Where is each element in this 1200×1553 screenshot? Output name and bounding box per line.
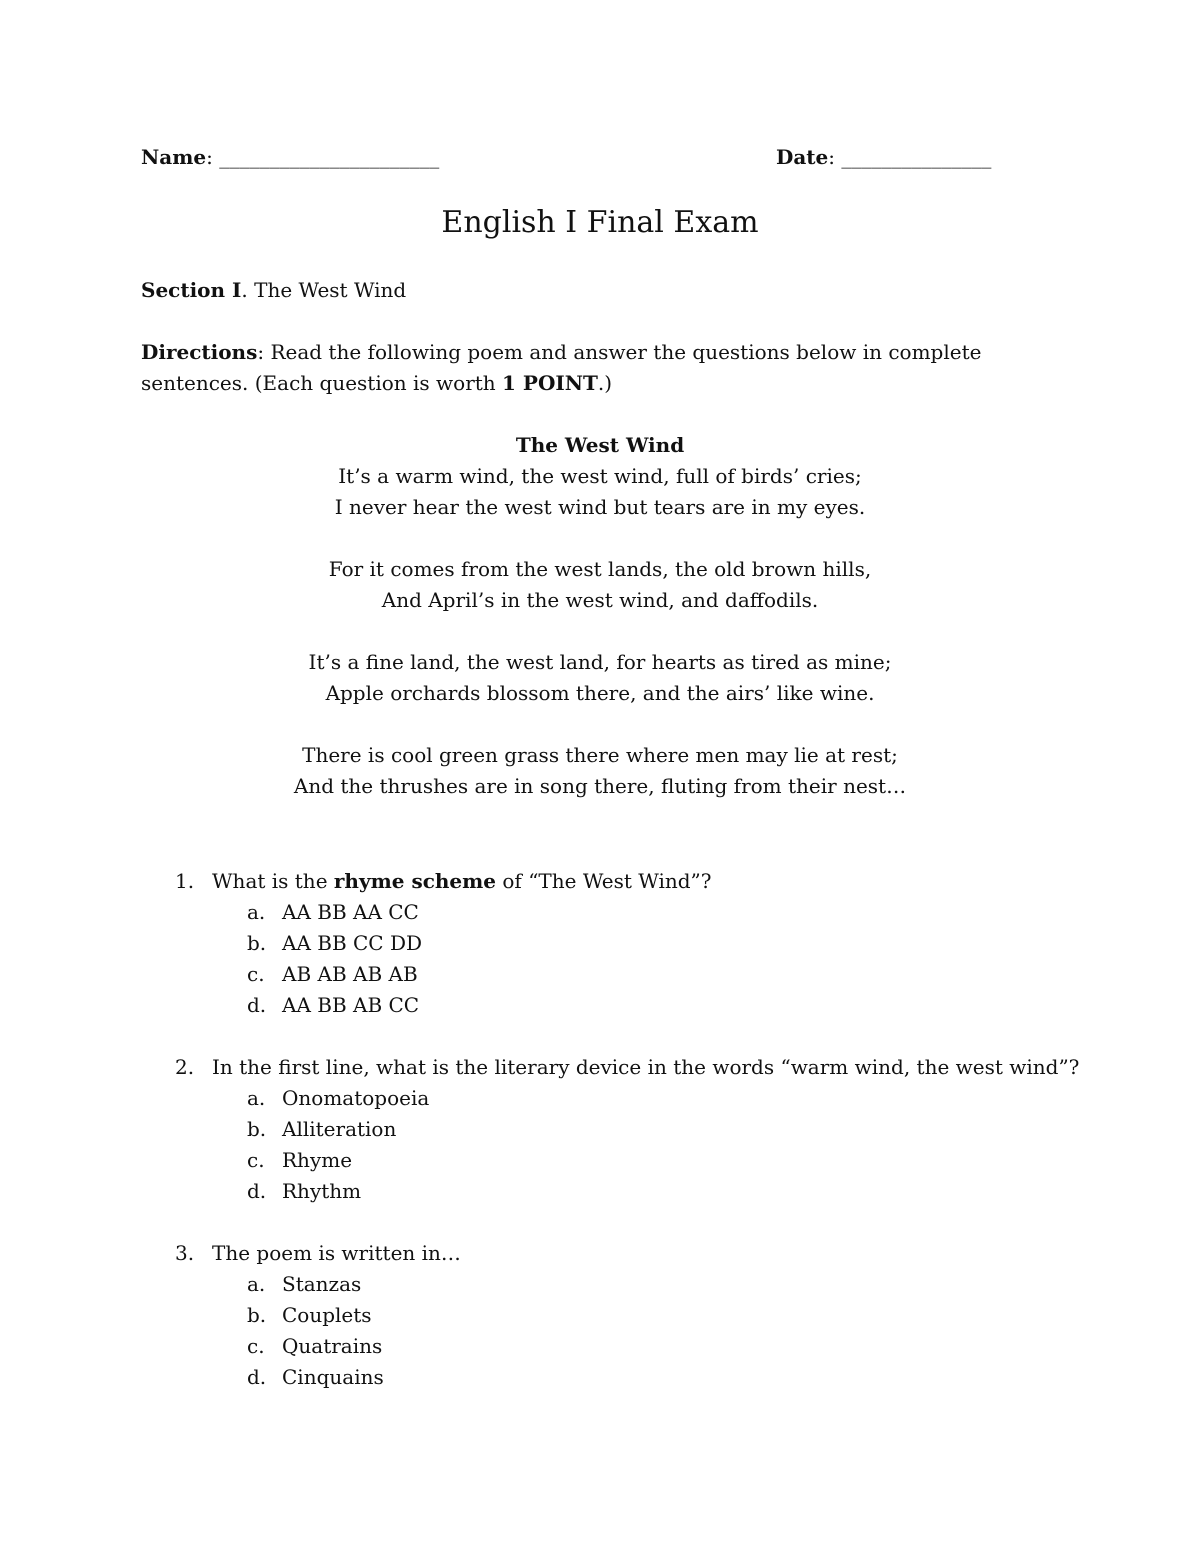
question-text: The poem is written in… — [212, 1241, 461, 1265]
answer-option[interactable] — [175, 1331, 1075, 1362]
answer-option[interactable] — [175, 928, 1075, 959]
option-letter: a. — [247, 1086, 266, 1110]
name-label: Name — [141, 145, 207, 169]
poem-title: The West Wind — [515, 433, 685, 457]
date-label: Date — [776, 145, 829, 169]
directions-text-end: .) — [597, 371, 613, 395]
question-text: In the first line, what is the literary device in the words “warm wind, the west wind”? — [212, 1055, 1080, 1079]
question-list — [175, 866, 1080, 1424]
option-text: AA BB CC DD — [282, 931, 423, 955]
option-text: Quatrains — [282, 1334, 383, 1358]
date-blank: : _______________ — [828, 145, 992, 169]
section-heading — [141, 275, 406, 306]
question-3 — [175, 1238, 1075, 1393]
option-letter: c. — [247, 1148, 265, 1172]
answer-option[interactable] — [175, 1362, 1075, 1393]
option-letter: b. — [247, 1117, 267, 1141]
option-text: Stanzas — [282, 1272, 362, 1296]
directions-label: Directions — [141, 340, 258, 364]
answer-option[interactable] — [175, 1083, 1075, 1114]
poem-line: It’s a warm wind, the west wind, full of birds’ cries; — [338, 464, 862, 488]
option-letter: d. — [247, 1365, 267, 1389]
name-blank: : ______________________ — [206, 145, 440, 169]
section-text: . The West Wind — [241, 278, 407, 302]
answer-option[interactable] — [175, 959, 1075, 990]
answer-option[interactable] — [175, 897, 1075, 928]
option-text: Couplets — [282, 1303, 372, 1327]
question-text: What is the rhyme scheme of “The West Wind”? — [212, 869, 712, 893]
option-text: AA BB AB CC — [282, 993, 420, 1017]
option-letter: a. — [247, 900, 266, 924]
option-letter: d. — [247, 1179, 267, 1203]
poem-stanza — [0, 740, 1200, 802]
name-field[interactable] — [141, 142, 439, 173]
question-number: 2. — [175, 1055, 195, 1079]
option-letter: b. — [247, 931, 267, 955]
directions-points: 1 POINT — [502, 371, 598, 395]
section-label: Section I — [141, 278, 242, 302]
poem-line: Apple orchards blossom there, and the airs’ like wine. — [325, 681, 875, 705]
option-text: Alliteration — [282, 1117, 397, 1141]
option-letter: d. — [247, 993, 267, 1017]
poem-line: There is cool green grass there where men may lie at rest; — [302, 743, 898, 767]
poem — [0, 430, 1200, 833]
poem-stanza — [0, 461, 1200, 523]
poem-line: I never hear the west wind but tears are in my eyes. — [334, 495, 866, 519]
option-text: Cinquains — [282, 1365, 384, 1389]
option-letter: a. — [247, 1272, 266, 1296]
poem-line: For it comes from the west lands, the old brown hills, — [328, 557, 872, 581]
option-text: AA BB AA CC — [282, 900, 419, 924]
question-number: 3. — [175, 1241, 195, 1265]
answer-option[interactable] — [175, 1269, 1075, 1300]
poem-line: And the thrushes are in song there, fluting from their nest… — [293, 774, 907, 798]
directions — [141, 337, 1041, 399]
poem-line: It’s a fine land, the west land, for hearts as tired as mine; — [308, 650, 892, 674]
option-text: AB AB AB AB — [282, 962, 418, 986]
question-keyword: rhyme scheme — [333, 869, 497, 893]
poem-stanza — [0, 647, 1200, 709]
answer-option[interactable] — [175, 1114, 1075, 1145]
answer-option[interactable] — [175, 990, 1075, 1021]
page-title: English I Final Exam — [441, 205, 759, 240]
poem-line: And April’s in the west wind, and daffodils. — [381, 588, 819, 612]
option-text: Rhythm — [282, 1179, 362, 1203]
option-letter: c. — [247, 962, 265, 986]
option-letter: b. — [247, 1303, 267, 1327]
date-field[interactable] — [776, 142, 991, 173]
option-text: Onomatopoeia — [282, 1086, 430, 1110]
answer-option[interactable] — [175, 1176, 1075, 1207]
poem-stanza — [0, 554, 1200, 616]
option-text: Rhyme — [282, 1148, 353, 1172]
question-number: 1. — [175, 869, 195, 893]
answer-option[interactable] — [175, 1145, 1075, 1176]
directions-text: : Read the following poem and answer the questions below in complete sentences. (Each question is worth — [141, 340, 982, 395]
question-1 — [175, 866, 1075, 1021]
question-2 — [175, 1052, 1080, 1207]
option-letter: c. — [247, 1334, 265, 1358]
answer-option[interactable] — [175, 1300, 1075, 1331]
